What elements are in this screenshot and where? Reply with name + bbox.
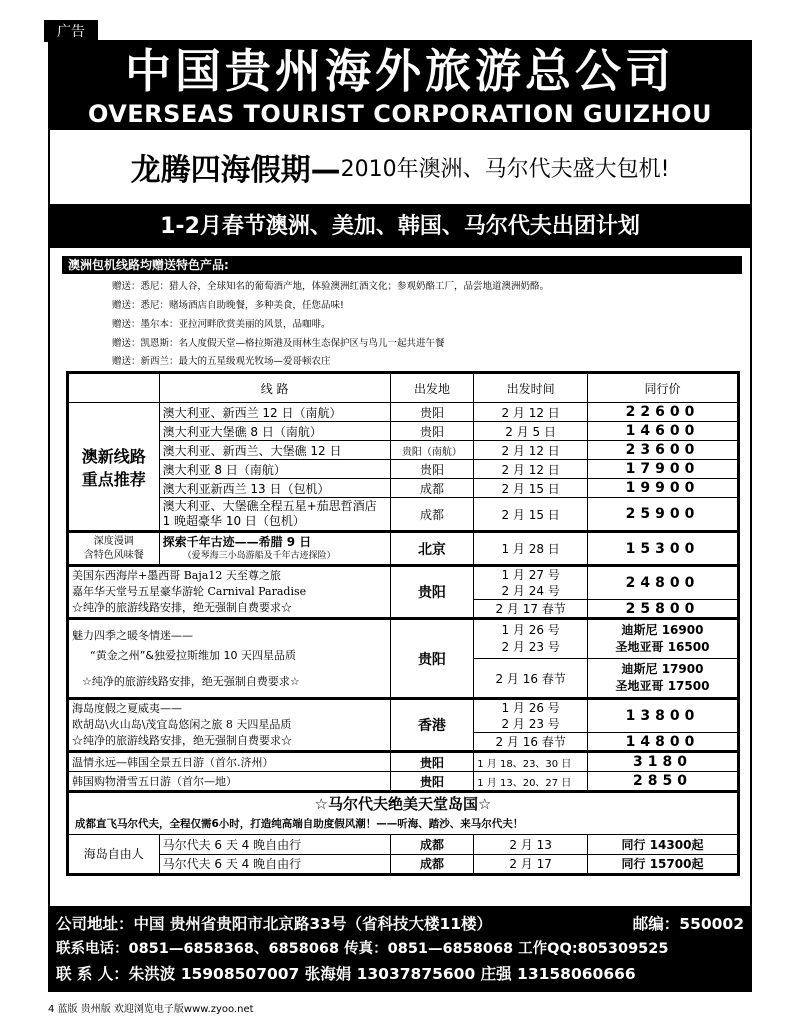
greece-label: 深度漫调 含特色风味餐 [68,532,160,566]
route-cell: 澳大利亚 8 日（南航） [159,460,390,479]
from-cell: 成都 [390,479,474,498]
price-cell: 迪斯尼 16900 圣地亚哥 16500 [588,619,739,659]
gift-line: 赠送：悉尼：赌场酒店自助晚餐，多种美食，任您品味! [112,300,344,311]
date-cell: 1 月 26 号 2 月 23 号 [474,699,588,733]
date-cell: 1 月 27 号 2 月 24 号 [474,566,588,600]
price-cell: 13800 [588,699,739,733]
postcode: 邮编：550002 [632,915,744,933]
price-cell: 17900 [588,460,739,479]
slogan-main: 龙腾四海假期— [130,153,341,188]
date-cell: 2 月 12 日 [474,441,588,460]
gift-line: 赠送：悉尼：猎人谷，全球知名的葡萄酒产地，体验澳洲红酒文化；参观奶酪工厂，品尝地道澳洲奶酪。 [112,281,550,292]
address: 公司地址：中国 贵州省贵阳市北京路33号（省科技大楼11楼） [56,915,493,933]
price-cell: 同行 15700起 [588,854,739,874]
route-cell: 澳大利亚、大堡礁全程五星+茄思哲酒店 1 晚超豪华 10 日（包机） [159,498,390,532]
table-row [68,479,739,498]
phone: 联系电话：0851—6858368、6858068 传真：0851—6858068 工作QQ:805309525 [56,941,669,957]
table-row [68,619,739,659]
date-cell: 1 月 26 号 2 月 23 号 [474,619,588,659]
header-date: 出发时间 [474,373,588,403]
phone-row [56,937,744,962]
route-cell: 温情永远—韩国全景五日游（首尔.济州） [68,752,391,772]
date-cell: 2 月 15 日 [474,479,588,498]
america-route: 美国东西海岸+墨西哥 Baja12 天至尊之旅 嘉年华天堂号五星豪华游轮 Carnival Paradise ☆纯净的旅游线路安排，绝无强制自费要求☆ [68,566,391,619]
gift-heading: 澳洲包机线路均赠送特色产品: [62,256,742,274]
table-row [68,422,739,441]
hawaii-route: 海岛度假之夏威夷—— 欧胡岛\火山岛\茂宜岛悠闲之旅 8 天四星品质 ☆纯净的旅游线路安排，绝无强制自费要求☆ [68,699,391,752]
table-row [68,566,739,600]
australia-label: 澳新线路 重点推荐 [68,403,160,532]
from-cell: 贵阳 [390,566,474,619]
price-cell: 2850 [588,772,739,792]
from-cell: 成都 [390,834,474,854]
contact-people: 联 系 人：朱洪波 15908507007 张海娟 13037875600 庄强 13158060666 [56,965,636,983]
table-row [68,699,739,733]
gift-line: 赠送：墨尔本：亚拉河畔欣赏美丽的风景，品咖啡。 [112,319,331,330]
from-cell: 贵阳 [390,403,474,422]
date-cell: 2 月 16 春节 [474,733,588,752]
from-cell: 成都 [390,854,474,874]
date-cell: 2 月 12 日 [474,460,588,479]
company-header [48,40,752,156]
route-cell: 探索千年古迹——希腊 9 日 （爱琴海三小岛游船及千年古迹探险） [159,532,390,566]
maldives-title: ☆马尔代夫绝美天堂岛国☆ [68,792,739,815]
price-cell: 3180 [588,752,739,772]
company-name-en: OVERSEAS TOURIST CORPORATION GUIZHOU CHINA [87,100,713,156]
price-cell: 14600 [588,422,739,441]
price-cell: 迪斯尼 17900 圣地亚哥 17500 [588,659,739,699]
table-row [68,752,739,772]
header-from: 出发地 [390,373,474,403]
price-cell: 25900 [588,498,739,532]
date-cell: 2 月 12 日 [474,403,588,422]
maldives-label: 海岛自由人 [68,834,160,874]
gift-section [48,248,752,368]
company-name-cn: 中国贵州海外旅游总公司 [125,44,675,98]
table-row [68,814,739,834]
header-price: 同行价 [588,373,739,403]
price-cell: 同行 14300起 [588,834,739,854]
ad-tag: 广告 [44,20,98,42]
route-cell: 澳大利亚大堡礁 8 日（南航） [159,422,390,441]
price-cell: 25800 [588,600,739,619]
from-cell: 贵阳 [390,752,474,772]
table-row [68,441,739,460]
from-cell: 贵阳 [390,772,474,792]
table-row [68,460,739,479]
winter-route: 魅力四季之暖冬情迷—— “黄金之州”&独爱拉斯维加 10 天四星品质 ☆纯净的旅游线路安排，绝无强制自费要求☆ [68,619,391,699]
price-cell: 24800 [588,566,739,600]
date-cell: 2 月 13 [474,834,588,854]
slogan-sub: 2010年澳洲、马尔代夫盛大包机! [340,156,670,182]
date-cell: 2 月 17 [474,854,588,874]
header-blank [68,373,160,403]
plan-title: 1-2月春节澳洲、美加、韩国、马尔代夫出团计划 [48,206,752,248]
route-cell: 澳大利亚、新西兰、大堡礁 12 日 [159,441,390,460]
from-cell: 贵阳 [390,460,474,479]
table-header-row [68,373,739,403]
from-cell: 北京 [390,532,474,566]
table-row [68,498,739,532]
from-cell: 贵阳（南航） [390,441,474,460]
contact-bar [48,906,752,992]
header-route: 线 路 [159,373,390,403]
price-cell: 22600 [588,403,739,422]
route-cell: 韩国购物滑雪五日游（首尔—地） [68,772,391,792]
from-cell: 贵阳 [390,422,474,441]
price-cell: 23600 [588,441,739,460]
from-cell: 成都 [390,498,474,532]
route-cell: 马尔代夫 6 天 4 晚自由行 [159,834,390,854]
date-cell: 1 月 13、20、27 日 [474,772,588,792]
price-cell: 14800 [588,733,739,752]
price-cell: 15300 [588,532,739,566]
gift-line: 赠送：凯恩斯：名人度假天堂—格拉斯港及雨林生态保护区与鸟儿一起共进午餐 [112,338,445,349]
date-cell: 2 月 15 日 [474,498,588,532]
from-cell: 香港 [390,699,474,752]
address-row [56,912,744,937]
tour-table-section [48,368,752,871]
table-row [68,772,739,792]
from-cell: 贵阳 [390,619,474,699]
spacer [48,842,752,906]
price-cell: 19900 [588,479,739,498]
date-cell: 2 月 17 春节 [474,600,588,619]
maldives-desc: 成都直飞马尔代夫，全程仅需6小时，打造纯高端自助度假风潮！——听海、踏沙、来马尔代夫！ [68,814,739,834]
date-cell: 1 月 28 日 [474,532,588,566]
route-cell: 澳大利亚新西兰 13 日（包机） [159,479,390,498]
people-row [56,962,744,987]
date-cell: 2 月 16 春节 [474,659,588,699]
slogan [48,130,752,206]
gift-line: 赠送：新西兰：最大的五星级观光牧场—爱哥顿农庄 [112,356,331,367]
route-cell: 澳大利亚、新西兰 12 日（南航） [159,403,390,422]
page-footer: 4 蓝版 贵州版 欢迎浏览电子版www.zyoo.net [48,1004,254,1015]
tour-table [66,371,740,876]
table-row [68,403,739,422]
date-cell: 2 月 5 日 [474,422,588,441]
table-row [68,792,739,815]
date-cell: 1 月 18、23、30 日 [474,752,588,772]
table-row [68,532,739,566]
route-cell: 马尔代夫 6 天 4 晚自由行 [159,854,390,874]
